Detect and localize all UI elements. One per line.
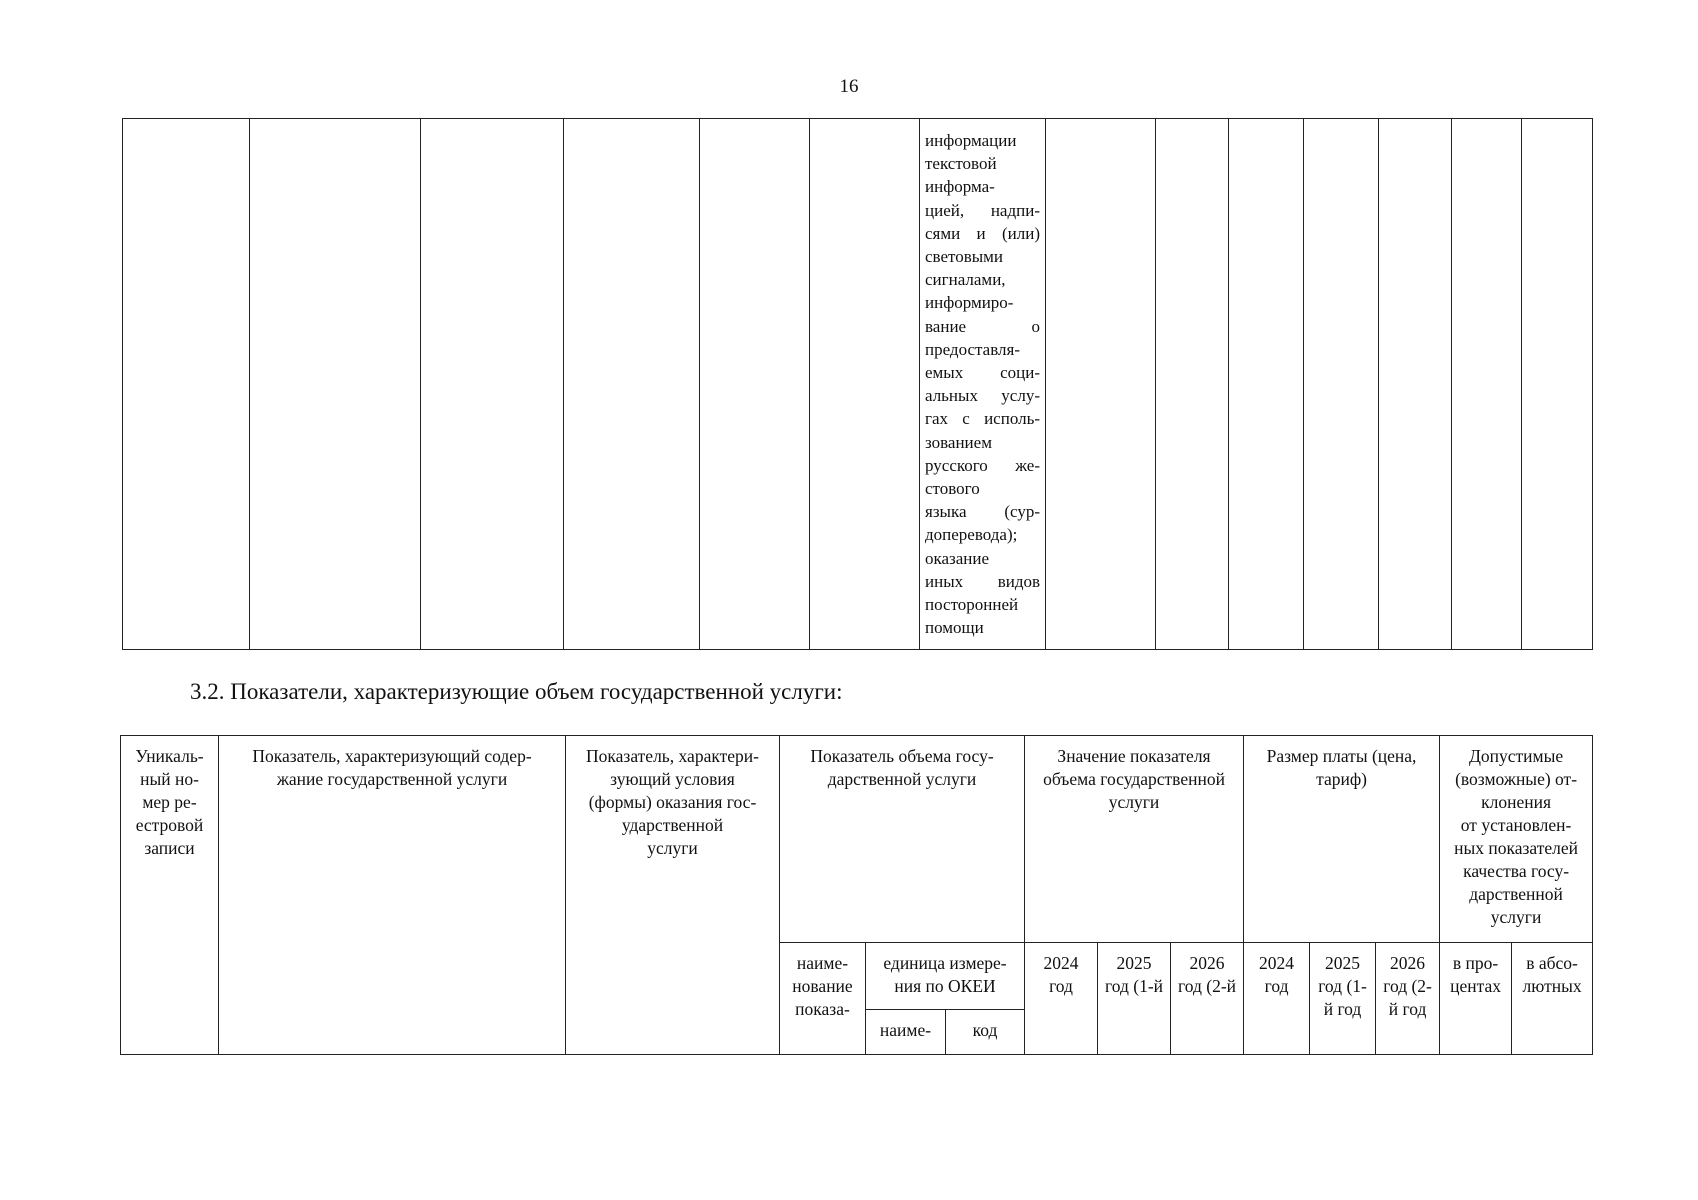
text-line: цией, надпи-: [925, 200, 1040, 220]
text-line: информиро-: [925, 293, 1014, 313]
text-line: емых соци-: [925, 363, 1040, 383]
service-description-cell: [920, 119, 1046, 650]
text-line: помощи: [925, 618, 984, 638]
empty-cell: [1304, 119, 1379, 650]
header-deviations: Допустимые (возможные) от- клонения от установлен- ных показателей качества госу- дарственной услуги: [1440, 736, 1593, 943]
subheader-unit-name: наиме-: [866, 1010, 946, 1055]
text-line: посторонней: [925, 595, 1019, 615]
empty-cell: [1522, 119, 1593, 650]
empty-cell: [1156, 119, 1229, 650]
text-line: световыми: [925, 247, 1004, 267]
empty-cell: [123, 119, 250, 650]
subheader-fee-2025: 2025 год (1- й год: [1310, 943, 1376, 1055]
service-description-text: [920, 119, 1045, 639]
volume-indicators-table: [120, 735, 1593, 1055]
subheader-value-2024: 2024 год: [1025, 943, 1098, 1055]
empty-cell: [700, 119, 810, 650]
empty-cell: [1452, 119, 1522, 650]
page-number: 16: [839, 76, 859, 97]
header-content-indicator: Показатель, характеризующий содер- жание государственной услуги: [219, 736, 566, 1055]
text-line: иных видов: [925, 571, 1040, 591]
text-line: информации: [925, 131, 1017, 150]
header-indicator-value: Значение показателя объема государственной услуги: [1025, 736, 1244, 943]
text-line: сями и (или): [925, 223, 1040, 243]
empty-cell: [421, 119, 564, 650]
subheader-fee-2026: 2026 год (2- й год: [1376, 943, 1440, 1055]
continuation-table: [122, 118, 1593, 650]
empty-cell: [564, 119, 700, 650]
subheader-unit-okei: единица измере- ния по ОКЕИ: [866, 943, 1025, 1010]
subheader-indicator-name: наиме- нование показа-: [780, 943, 866, 1055]
text-line: доперевода);: [925, 525, 1018, 545]
subheader-unit-code: код: [946, 1010, 1025, 1055]
text-line: оказание: [925, 548, 990, 568]
text-line: русского же-: [925, 455, 1040, 475]
text-line: сигналами,: [925, 270, 1006, 290]
text-line: вание о: [925, 316, 1040, 336]
empty-cell: [1379, 119, 1452, 650]
text-line: текстовой: [925, 154, 997, 174]
empty-cell: [1046, 119, 1156, 650]
subheader-value-2025: 2025 год (1-й: [1098, 943, 1171, 1055]
text-line: информа-: [925, 177, 995, 197]
text-line: зованием: [925, 432, 992, 452]
text-line: стового: [925, 479, 980, 499]
subheader-value-2026: 2026 год (2-й: [1171, 943, 1244, 1055]
header-fee: Размер платы (цена, тариф): [1244, 736, 1440, 943]
header-registry-number: Уникаль- ный но- мер ре- естровой записи: [121, 736, 219, 1055]
text-line: альных услу-: [925, 386, 1040, 406]
text-line: гах с исполь-: [925, 409, 1040, 429]
header-conditions-indicator: Показатель, характери- зующий условия (формы) оказания гос- ударственной услуги: [566, 736, 780, 1055]
empty-cell: [810, 119, 920, 650]
text-line: языка (сур-: [925, 502, 1040, 522]
text-line: предоставля-: [925, 339, 1020, 359]
header-volume-indicator: Показатель объема госу- дарственной услуги: [780, 736, 1025, 943]
subheader-absolute: в абсо- лютных: [1512, 943, 1593, 1055]
subheader-percent: в про- центах: [1440, 943, 1512, 1055]
empty-cell: [1229, 119, 1304, 650]
section-heading: 3.2. Показатели, характеризующие объем государственной услуги:: [190, 679, 843, 704]
subheader-fee-2024: 2024 год: [1244, 943, 1310, 1055]
empty-cell: [250, 119, 421, 650]
